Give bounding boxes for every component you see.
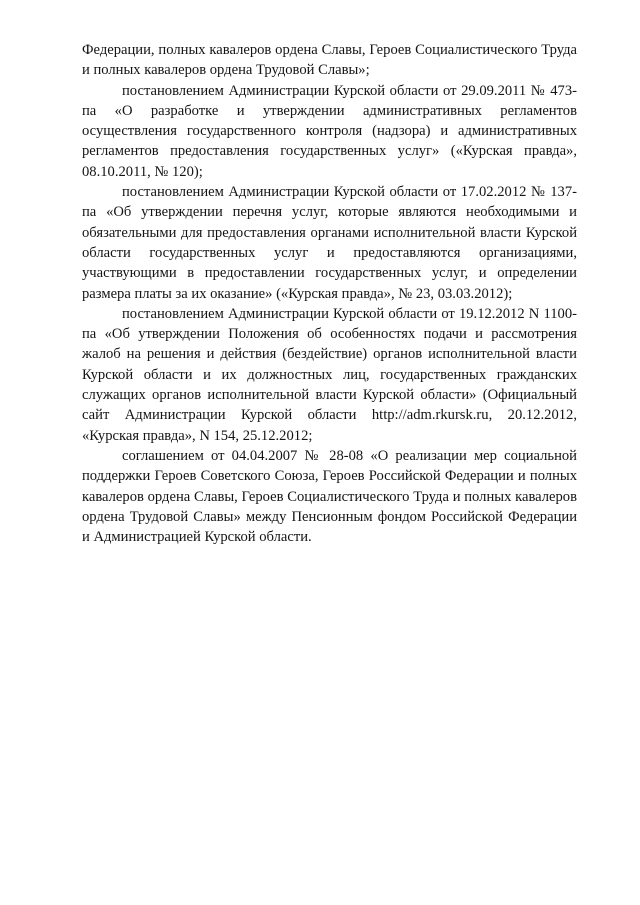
paragraph-agreement-28-08: соглашением от 04.04.2007 № 28-08 «О реализации мер социальной поддержки Героев Советского Союза, Героев Российской Федерации и полных кавалеров ордена Славы, Героев Социалистического Труда и полных кавалеров ордена Трудовой Славы» между Пенсионным фондом Российской Федерации и Администрацией Курской области. [82,447,577,546]
paragraph-resolution-1100: постановлением Администрации Курской области от 19.12.2012 N 1100-па «Об утверждении Положения об особенностях подачи и рассмотрения жалоб на решения и действия (бездействие) органов исполнительной власти Курской области и их должностных лиц, государственных гражданских служащих органов исполнительной власти Курской области» (Официальный сайт Администрации Курской области http://adm.rkursk.ru, 20.12.2012, «Курская правда», N 154, 25.12.2012; [82,305,577,444]
paragraph-resolution-473: постановлением Администрации Курской области от 29.09.2011 № 473-па «О разработке и утверждении административных регламентов осуществления государственного контроля (надзора) и административных регламентов предоставления государственных услуг» («Курская правда», 08.10.2011, № 120); [82,82,577,180]
document-body [82,40,577,547]
paragraph-continuation: Федерации, полных кавалеров ордена Славы, Героев Социалистического Труда и полных кавалеров ордена Трудовой Славы»; [82,42,577,79]
paragraph-resolution-137: постановлением Администрации Курской области от 17.02.2012 № 137-па «Об утверждении перечня услуг, которые являются необходимыми и обязательными для предоставления органами исполнительной власти Курской области государственных услуг и предоставляются организациями, участвующими в предоставлении государственных услуг, и определении размера платы за их оказание» («Курская правда», № 23, 03.03.2012); [82,184,577,302]
